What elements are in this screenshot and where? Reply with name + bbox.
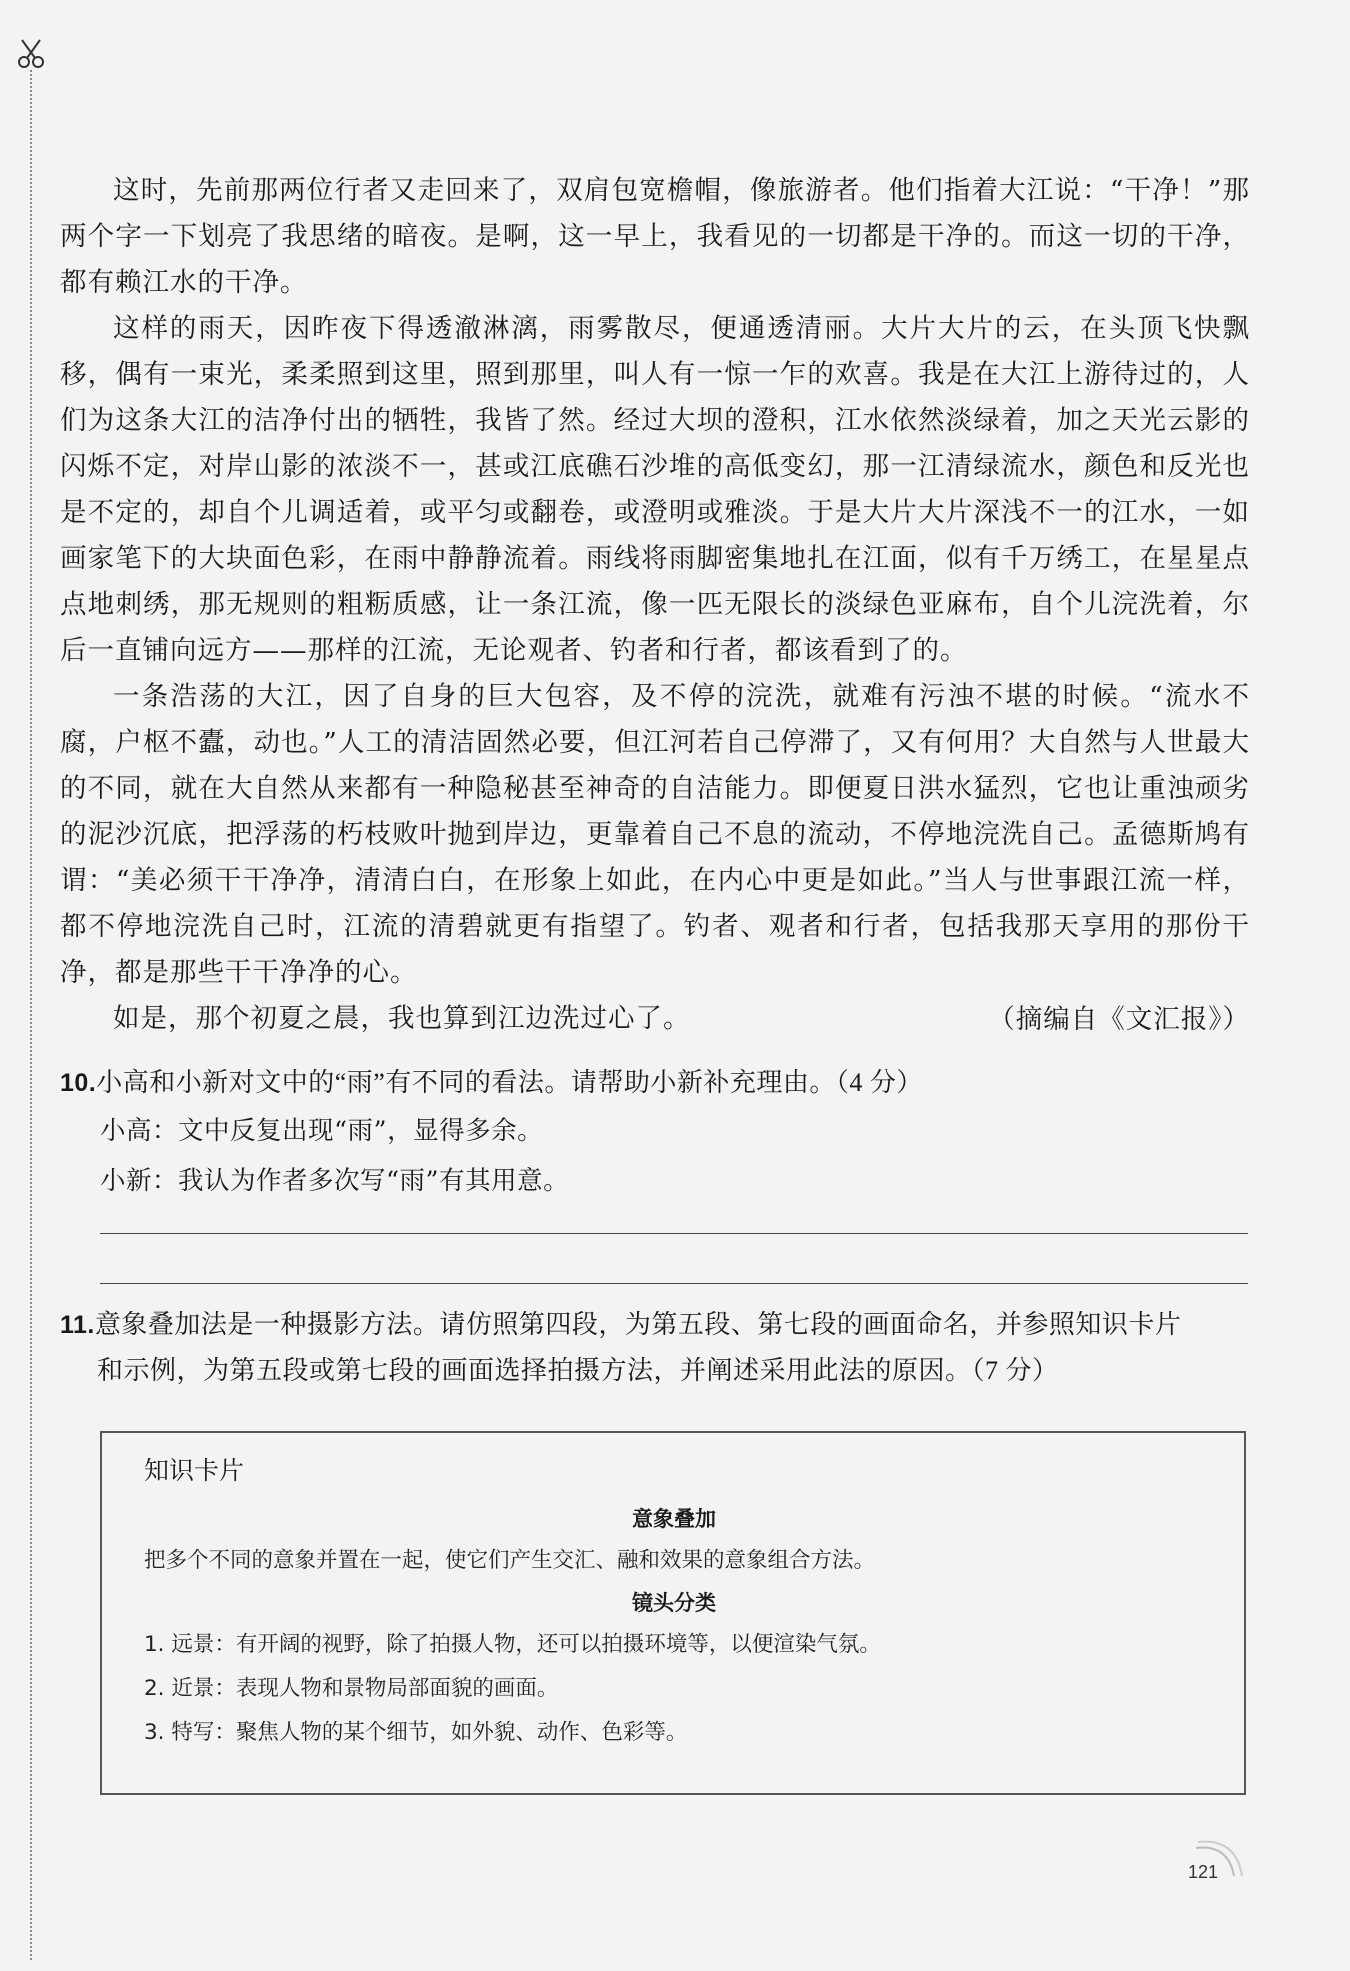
reading-passage — [60, 168, 1250, 1042]
question-11 — [60, 1302, 1250, 1394]
page-number: 121 — [1188, 1862, 1219, 1882]
xiaoxin-statement: 小新：我认为作者多次写“雨”有其用意。 — [100, 1166, 570, 1196]
question-10-text: 小高和小新对文中的“雨”有不同的看法。请帮助小新补充理由。（4 分） — [96, 1068, 923, 1097]
card-heading-shots: 镜头分类 — [632, 1591, 716, 1615]
question-number: 11. — [60, 1311, 95, 1339]
question-11-text: 意象叠加法是一种摄影方法。请仿照第四段，为第五段、第七段的画面命名，并参照知识卡片 — [94, 1310, 1182, 1339]
question-number: 10. — [60, 1069, 97, 1097]
cut-line — [30, 70, 32, 1960]
card-imagery-definition: 把多个不同的意象并置在一起，使它们产生交汇、融和效果的意象组合方法。 — [144, 1548, 876, 1573]
answer-line[interactable] — [100, 1233, 1248, 1234]
card-item-close-up: 3. 特写：聚焦人物的某个细节，如外貌、动作、色彩等。 — [144, 1720, 688, 1745]
question-10-prompt — [60, 1060, 1250, 1106]
card-title: 知识卡片 — [144, 1456, 245, 1485]
answer-line[interactable] — [100, 1283, 1248, 1284]
scissors-icon — [14, 36, 48, 70]
card-item-medium-shot: 2. 近景：表现人物和景物局部面貌的画面。 — [144, 1676, 559, 1701]
card-item-long-shot: 1. 远景：有开阔的视野，除了拍摄人物，还可以拍摄环境等，以便渲染气氛。 — [144, 1632, 881, 1657]
card-heading-imagery: 意象叠加 — [632, 1507, 716, 1531]
question-11-line-1 — [60, 1302, 1250, 1348]
passage-paragraph: 一条浩荡的大江，因了自身的巨大包容，及不停的浣洗，就难有污浊不堪的时候。“流水不腐，户枢不蠹，动也。”人工的清洁固然必要，但江河若自己停滞了，又有何用？大自然与人世最大的不同，就在大自然从来都有一种隐秘甚至神奇的自洁能力。即便夏日洪水猛烈，它也让重浊顽劣的泥沙沉底，把浮荡的朽枝败叶抛到岸边，更靠着自己不息的流动，不停地浣洗自己。孟德斯鸠有谓：“美必须干干净净，清清白白，在形象上如此，在内心中更是如此。”当人与世事跟江流一样，都不停地浣洗自己时，江流的清碧就更有指望了。钓者、观者和行者，包括我那天享用的那份干净，都是那些干干净净的心。 — [60, 681, 1250, 988]
passage-last-paragraph — [60, 996, 1250, 1042]
question-10 — [60, 1060, 1250, 1206]
knowledge-card — [100, 1431, 1246, 1795]
passage-paragraph: 这样的雨天，因昨夜下得透澈淋漓，雨雾散尽，便通透清丽。大片大片的云，在头顶飞快飘移，偶有一束光，柔柔照到这里，照到那里，叫人有一惊一乍的欢喜。我是在大江上游待过的，人们为这条大江的洁净付出的牺牲，我皆了然。经过大坝的澄积，江水依然淡绿着，加之天光云影的闪烁不定，对岸山影的浓淡不一，甚或江底礁石沙堆的高低变幻，那一江清绿流水，颜色和反光也是不定的，却自个儿调适着，或平匀或翻卷，或澄明或雅淡。于是大片大片深浅不一的江水，一如画家笔下的大块面色彩，在雨中静静流着。雨线将雨脚密集地扎在江面，似有千万绣工，在星星点点地刺绣，那无规则的粗粝质感，让一条江流，像一匹无限长的淡绿色亚麻布，自个儿浣洗着，尔后一直铺向远方——那样的江流，无论观者、钓者和行者，都该看到了的。 — [60, 313, 1250, 666]
passage-last-sentence: 如是，那个初夏之晨，我也算到江边洗过心了。 — [113, 1003, 691, 1034]
passage-paragraph: 这时，先前那两位行者又走回来了，双肩包宽檐帽，像旅游者。他们指着大江说：“干净！”那两个字一下划亮了我思绪的暗夜。是啊，这一早上，我看见的一切都是干净的。而这一切的干净，都有赖江水的干净。 — [60, 175, 1250, 298]
xiaogao-statement: 小高：文中反复出现“雨”，显得多余。 — [100, 1116, 544, 1146]
question-11-line-2: 和示例，为第五段或第七段的画面选择拍摄方法，并阐述采用此法的原因。（7 分） — [97, 1356, 1059, 1385]
source-citation: （摘编自《文汇报》） — [988, 1004, 1250, 1034]
